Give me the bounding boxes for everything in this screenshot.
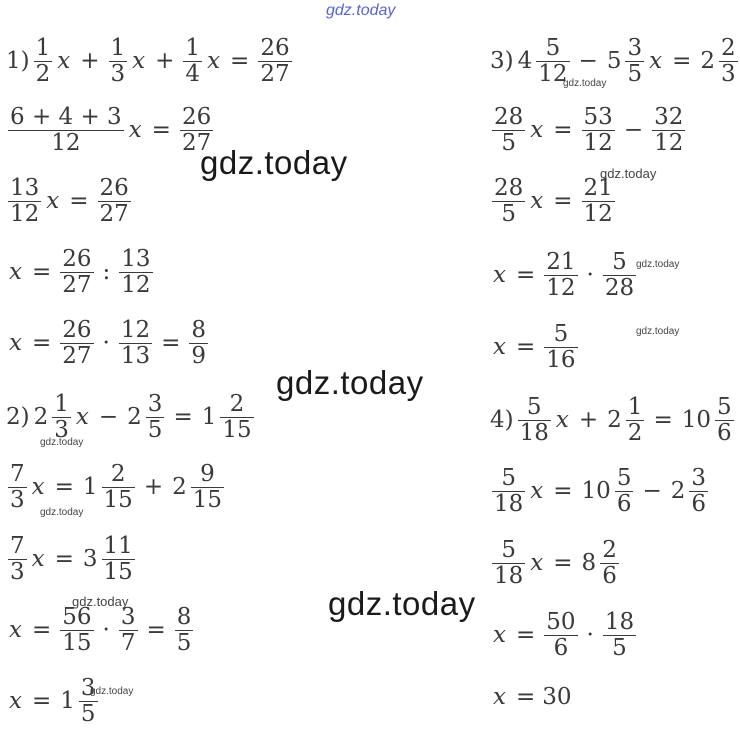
header-watermark: gdz.today — [326, 2, 396, 19]
fraction: $\frac{2}{15}$ — [103, 461, 133, 513]
fraction: $\frac{13}{12}$ — [10, 175, 40, 227]
fraction: $\frac{5}{12}$ — [538, 35, 568, 87]
fraction: $\frac{1}{2}$ — [35, 35, 51, 87]
fraction: $\frac{7}{3}$ — [10, 461, 25, 513]
p1-line-2: $\frac{6 + 4 + 3}{12}$ x = $\frac{26}{27}$ — [10, 104, 212, 156]
fraction: $\frac{13}{12}$ — [121, 246, 151, 298]
fraction: $\frac{5}{6}$ — [616, 465, 632, 517]
fraction: $\frac{32}{12}$ — [654, 104, 684, 156]
p1-line-5: x = $\frac{26}{27}$ · $\frac{12}{13}$ = $\frac{8}{9}$ — [9, 317, 207, 369]
p4-line-4: x = $\frac{50}{6}$ · $\frac{18}{5}$ — [493, 609, 635, 661]
fraction: $\frac{8}{5}$ — [176, 604, 192, 656]
fraction: $\frac{2}{15}$ — [222, 391, 252, 443]
p3-line-4: x = $\frac{21}{12}$ · $\frac{5}{28}$ — [493, 249, 635, 301]
fraction: $\frac{2}{3}$ — [721, 35, 736, 87]
p3-line-5: x = $\frac{5}{16}$ — [493, 321, 576, 373]
fraction: $\frac{6 + 4 + 3}{12}$ — [10, 104, 122, 156]
fraction: $\frac{53}{12}$ — [583, 104, 613, 156]
fraction: $\frac{26}{27}$ — [181, 104, 212, 156]
fraction: $\frac{56}{15}$ — [62, 604, 92, 656]
fraction: $\frac{7}{3}$ — [10, 533, 25, 585]
fraction: $\frac{3}{5}$ — [80, 675, 96, 727]
fraction: $\frac{28}{5}$ — [494, 175, 524, 227]
watermark-small: gdz.today — [40, 507, 84, 518]
fraction: $\frac{28}{5}$ — [494, 104, 524, 156]
fraction: $\frac{5}{18}$ — [494, 465, 524, 517]
fraction: $\frac{1}{3}$ — [54, 391, 69, 443]
fraction: $\frac{5}{28}$ — [604, 249, 635, 301]
fraction: $\frac{21}{12}$ — [583, 175, 613, 227]
fraction: $\frac{5}{18}$ — [519, 394, 549, 446]
watermark: gdz.today — [276, 364, 424, 401]
watermark-small: gdz.today — [72, 594, 129, 609]
answer-value: 30 — [542, 684, 572, 710]
p4-line-1: 4) $\frac{5}{18}$ x + 2 $\frac{1}{2}$ = 10 $\frac{5}{6}$ — [490, 394, 732, 446]
watermark-small: gdz.today — [600, 166, 657, 181]
p2-line-5: x = 1 $\frac{3}{5}$ — [9, 675, 96, 727]
watermark-small: gdz.today — [90, 686, 134, 697]
fraction: $\frac{26}{27}$ — [62, 246, 92, 298]
watermark-small: gdz.today — [563, 78, 607, 89]
p2-line-1: 2) 2 $\frac{1}{3}$ x − 2 $\frac{3}{5}$ = 1 $\frac{2}{15}$ — [6, 391, 252, 443]
p2-line-2: $\frac{7}{3}$ x = 1 $\frac{2}{15}$ + 2 $\frac{9}{15}$ — [10, 461, 223, 513]
p1-line-4: x = $\frac{26}{27}$ : $\frac{13}{12}$ — [9, 246, 151, 298]
fraction: $\frac{18}{5}$ — [604, 609, 635, 661]
fraction: $\frac{1}{3}$ — [110, 35, 126, 87]
watermark-small: gdz.today — [636, 259, 680, 270]
fraction: $\frac{5}{16}$ — [546, 321, 576, 373]
p1-line-1: 1) $\frac{1}{2}$ x + $\frac{1}{3}$ x + $\frac{1}{4}$ x = $\frac{26}{27}$ — [6, 35, 290, 87]
p3-line-3: $\frac{28}{5}$ x = $\frac{21}{12}$ — [494, 175, 613, 227]
fraction: $\frac{21}{12}$ — [546, 249, 576, 301]
watermark-small: gdz.today — [40, 437, 84, 448]
fraction: $\frac{8}{9}$ — [191, 317, 207, 369]
fraction: $\frac{26}{27}$ — [260, 35, 290, 87]
fraction: $\frac{11}{15}$ — [103, 533, 133, 585]
problem-label: 4) — [490, 407, 514, 434]
fraction: $\frac{12}{13}$ — [120, 317, 151, 369]
fraction: $\frac{1}{2}$ — [627, 394, 643, 446]
problem-label: 3) — [490, 48, 514, 75]
p4-line-5: x = 30 — [493, 684, 572, 710]
p1-line-3: $\frac{13}{12}$ x = $\frac{26}{27}$ — [10, 175, 129, 227]
fraction: $\frac{9}{15}$ — [192, 461, 223, 513]
p2-line-4: x = $\frac{56}{15}$ · $\frac{3}{7}$ = $\frac{8}{5}$ — [9, 604, 192, 656]
watermark: gdz.today — [200, 144, 348, 181]
p3-line-2: $\frac{28}{5}$ x = $\frac{53}{12}$ − $\frac{32}{12}$ — [494, 104, 684, 156]
p2-line-3: $\frac{7}{3}$ x = 3 $\frac{11}{15}$ — [10, 533, 133, 585]
watermark-small: gdz.today — [636, 326, 680, 337]
p4-line-3: $\frac{5}{18}$ x = 8 $\frac{2}{6}$ — [494, 537, 617, 589]
fraction: $\frac{3}{5}$ — [627, 35, 643, 87]
fraction: $\frac{3}{7}$ — [120, 604, 136, 656]
fraction: $\frac{3}{5}$ — [147, 391, 163, 443]
problem-label: 1) — [6, 48, 30, 75]
p3-line-1: 3) 4 $\frac{5}{12}$ − 5 $\frac{3}{5}$ x = 2 $\frac{2}{3}$ — [490, 35, 736, 87]
p4-line-2: $\frac{5}{18}$ x = 10 $\frac{5}{6}$ − 2 $\frac{3}{6}$ — [494, 465, 707, 517]
watermark: gdz.today — [328, 585, 476, 622]
fraction: $\frac{5}{6}$ — [717, 394, 732, 446]
fraction: $\frac{2}{6}$ — [602, 537, 617, 589]
fraction: $\frac{1}{4}$ — [185, 35, 201, 87]
fraction: $\frac{5}{18}$ — [494, 537, 524, 589]
fraction: $\frac{3}{6}$ — [691, 465, 707, 517]
fraction: $\frac{26}{27}$ — [62, 317, 92, 369]
fraction: $\frac{26}{27}$ — [99, 175, 129, 227]
fraction: $\frac{50}{6}$ — [546, 609, 576, 661]
problem-label: 2) — [6, 404, 30, 431]
